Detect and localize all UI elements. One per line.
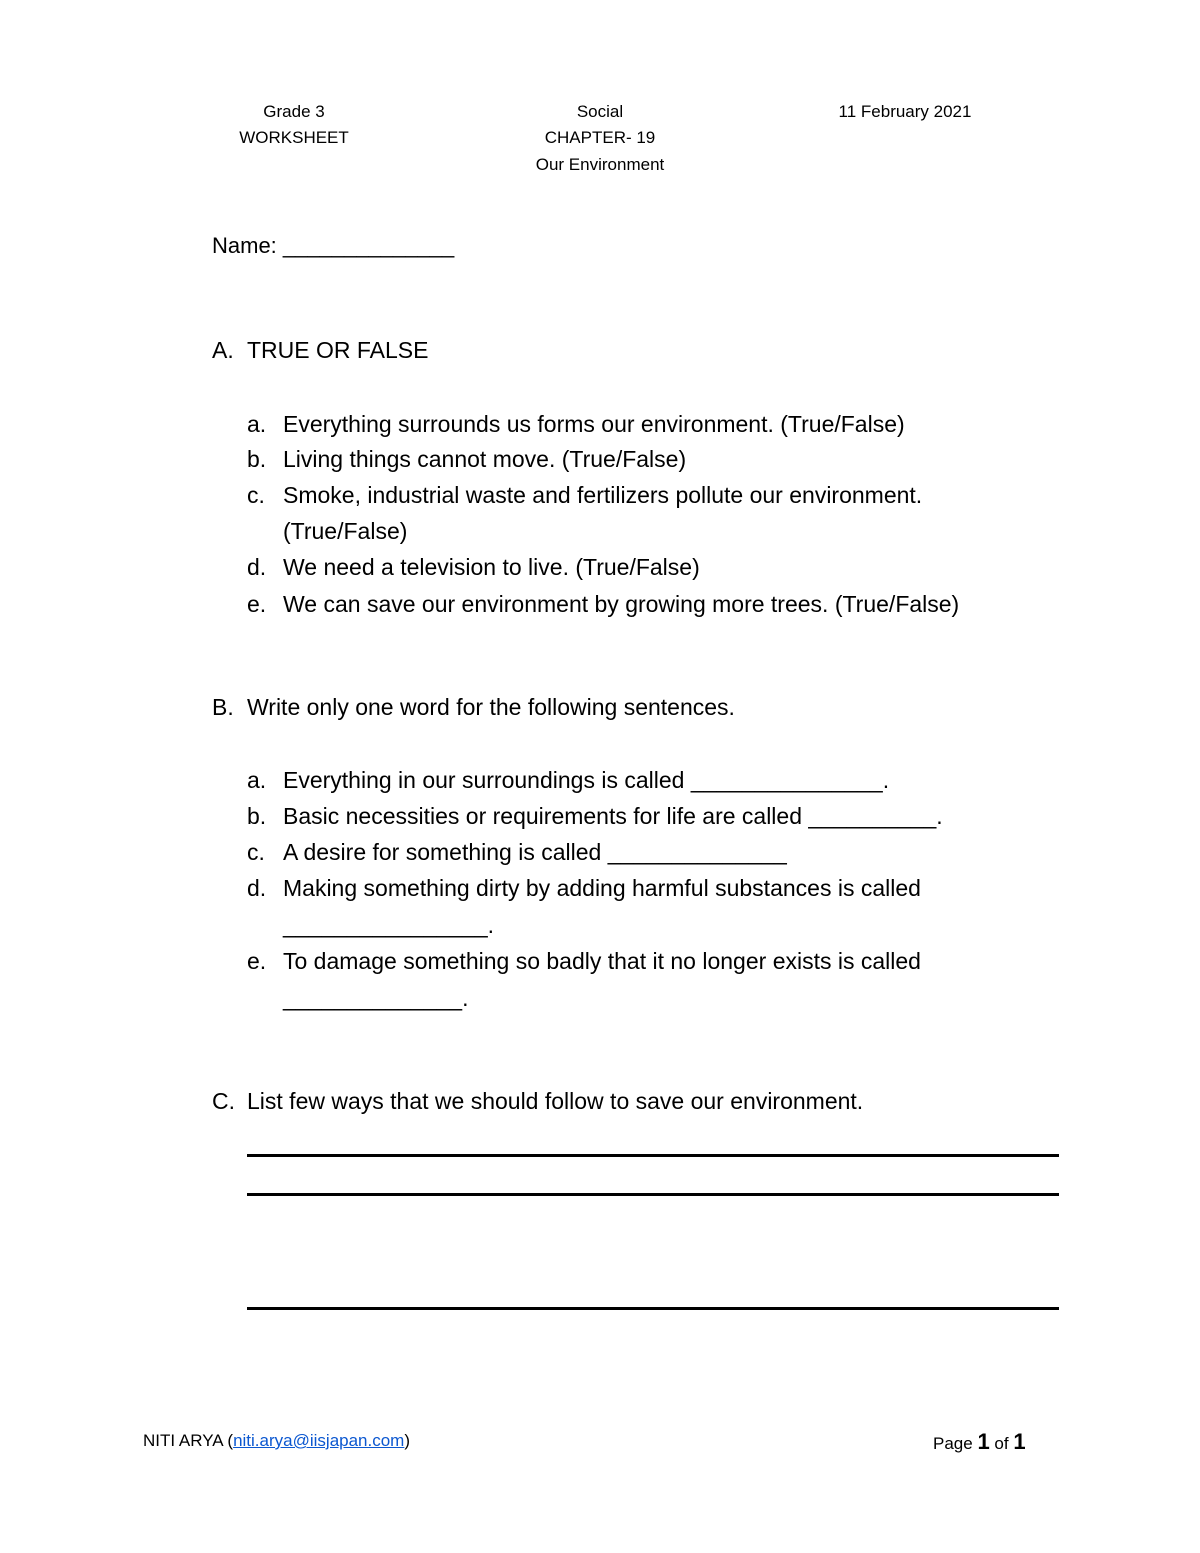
header-chapter: CHAPTER- 19 bbox=[544, 128, 656, 147]
question-b-d-blank[interactable]: ________________. bbox=[283, 912, 495, 938]
page-current: 1 bbox=[977, 1429, 990, 1454]
footer-author-name: NITI ARYA ( bbox=[143, 1431, 234, 1450]
section-a-title: TRUE OR FALSE bbox=[247, 337, 429, 363]
of-word: of bbox=[994, 1434, 1009, 1453]
answer-line-1[interactable] bbox=[247, 1154, 1059, 1157]
question-b-e-blank[interactable]: ______________. bbox=[283, 985, 469, 1011]
question-a-d-letter: d. bbox=[247, 554, 267, 580]
question-b-a-letter: a. bbox=[247, 767, 267, 793]
answer-line-3[interactable] bbox=[247, 1307, 1059, 1310]
question-b-b-text: Basic necessities or requirements for life are called __________. bbox=[283, 803, 943, 829]
section-b-title: Write only one word for the following sentences. bbox=[247, 694, 735, 720]
page-word: Page bbox=[933, 1434, 973, 1453]
question-b-d-text: Making something dirty by adding harmful substances is called bbox=[283, 875, 921, 901]
name-row bbox=[212, 233, 454, 259]
name-blank[interactable]: ______________ bbox=[282, 233, 455, 258]
question-b-e-letter: e. bbox=[247, 948, 267, 974]
question-a-a-letter: a. bbox=[247, 411, 267, 437]
question-a-e-letter: e. bbox=[247, 591, 267, 617]
section-c-title: List few ways that we should follow to save our environment. bbox=[247, 1088, 864, 1114]
question-a-c-text: Smoke, industrial waste and fertilizers pollute our environment. bbox=[283, 482, 923, 508]
section-b-marker: B. bbox=[212, 694, 234, 720]
footer-author-close: ) bbox=[404, 1431, 411, 1450]
question-a-e-text: We can save our environment by growing more trees. (True/False) bbox=[283, 591, 960, 617]
question-a-c-continuation: (True/False) bbox=[283, 518, 408, 544]
question-a-d-text: We need a television to live. (True/False) bbox=[283, 554, 700, 580]
section-c-marker: C. bbox=[212, 1088, 235, 1114]
page-total: 1 bbox=[1013, 1429, 1026, 1454]
question-b-d-letter: d. bbox=[247, 875, 267, 901]
header-date: 11 February 2021 bbox=[838, 102, 972, 121]
question-b-c-letter: c. bbox=[247, 839, 265, 865]
question-a-a-text: Everything surrounds us forms our environment. (True/False) bbox=[283, 411, 905, 437]
footer-author bbox=[143, 1431, 410, 1451]
answer-line-2[interactable] bbox=[247, 1193, 1059, 1196]
question-b-e-text: To damage something so badly that it no longer exists is called bbox=[283, 948, 921, 974]
header-worksheet: WORKSHEET bbox=[239, 128, 349, 147]
header-grade: Grade 3 bbox=[263, 102, 325, 121]
name-label: Name: bbox=[212, 233, 277, 258]
question-a-b-letter: b. bbox=[247, 446, 267, 472]
question-a-b-text: Living things cannot move. (True/False) bbox=[283, 446, 687, 472]
question-b-a-text: Everything in our surroundings is called _______________. bbox=[283, 767, 890, 793]
header-chapter-title: Our Environment bbox=[535, 155, 665, 174]
question-a-c-letter: c. bbox=[247, 482, 265, 508]
header-subject: Social bbox=[576, 102, 624, 121]
page-number bbox=[933, 1429, 1026, 1455]
question-b-c-text: A desire for something is called ______________ bbox=[283, 839, 787, 865]
section-a-marker: A. bbox=[212, 337, 234, 363]
footer-email-link[interactable]: niti.arya@iisjapan.com bbox=[233, 1431, 405, 1450]
question-b-b-letter: b. bbox=[247, 803, 267, 829]
